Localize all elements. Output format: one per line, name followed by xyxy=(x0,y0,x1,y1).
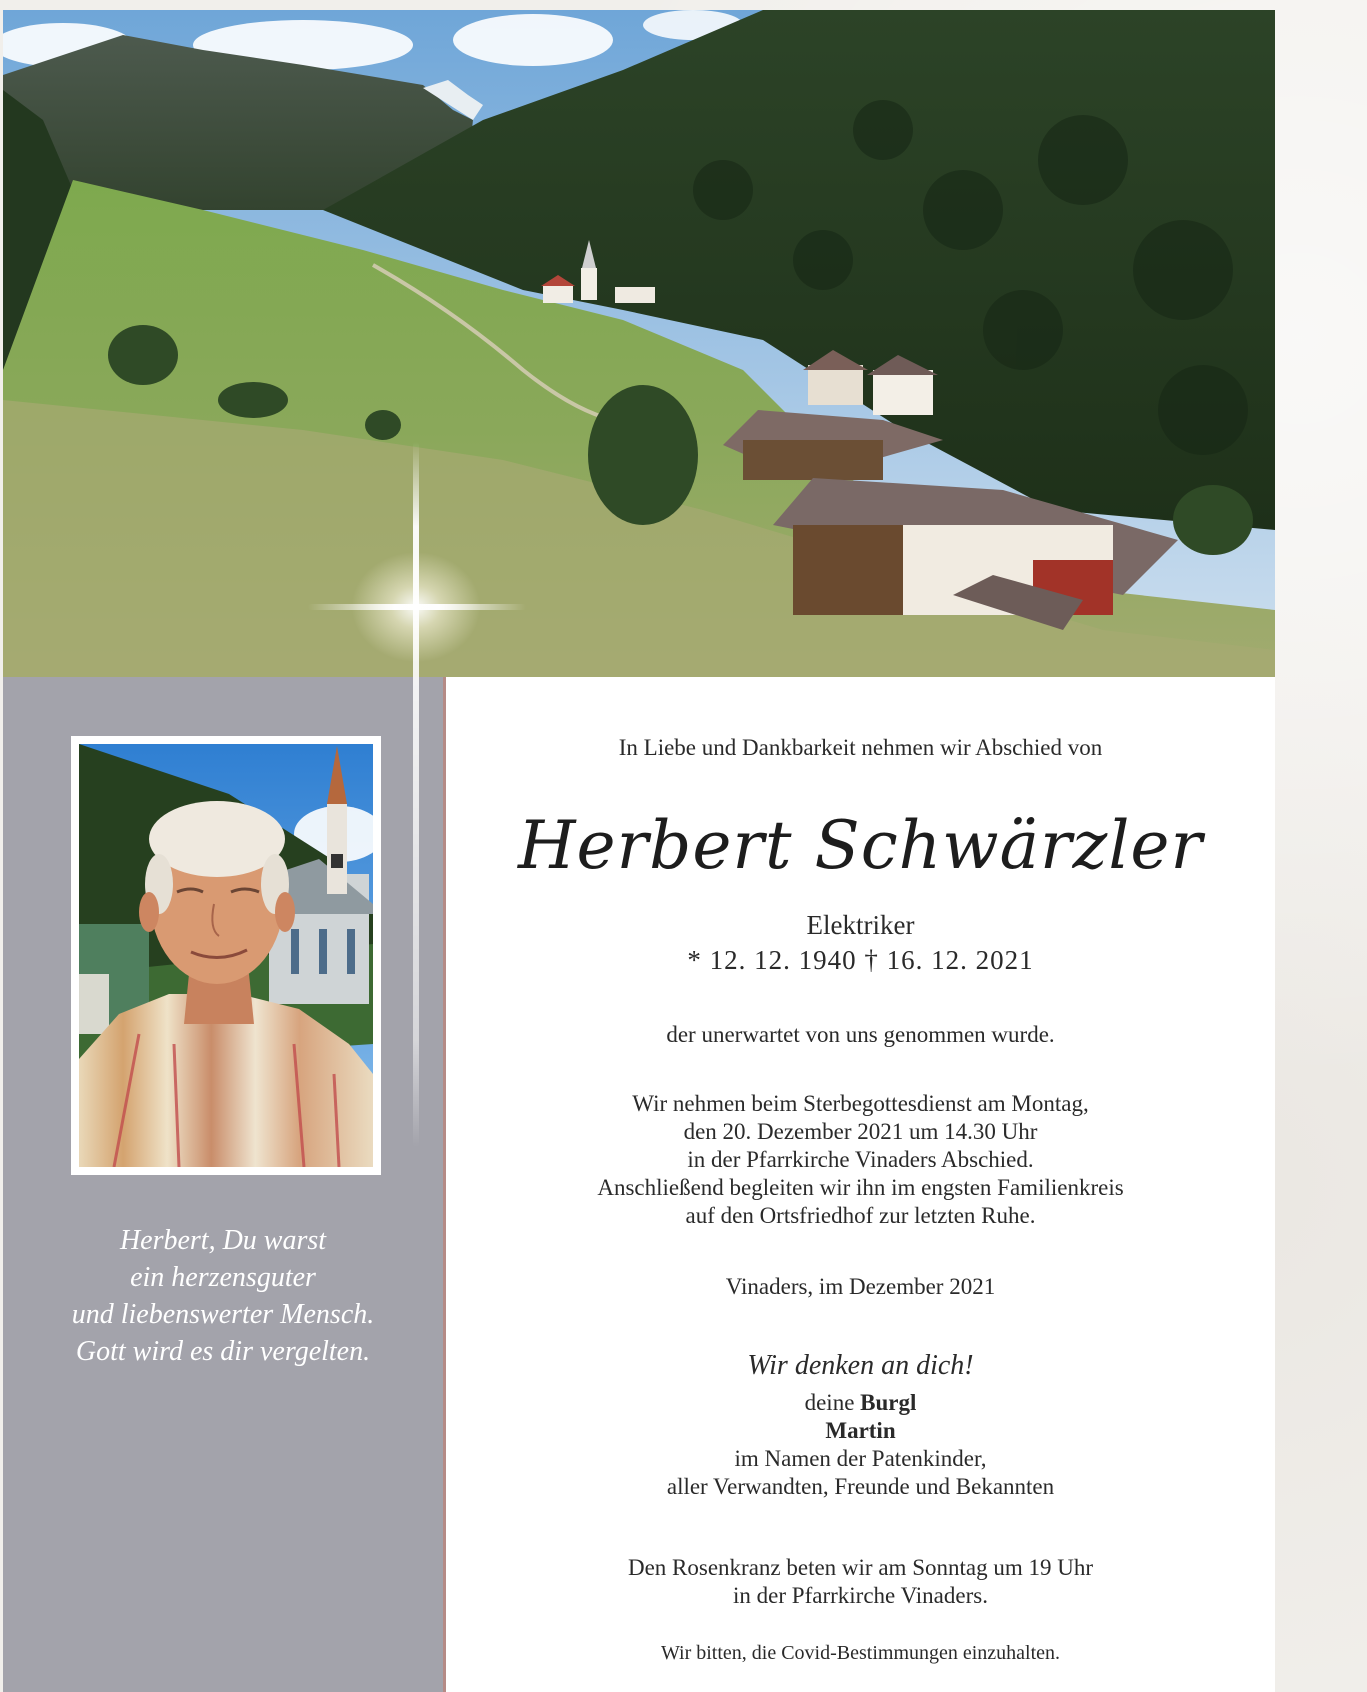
obituary-card xyxy=(3,10,1275,1692)
landscape-photo xyxy=(3,10,1275,677)
service-line: in der Pfarrkirche Vinaders Abschied. xyxy=(687,1147,1034,1172)
deceased-name: Herbert Schwärzler xyxy=(517,807,1204,884)
light-cross-horizontal xyxy=(308,604,526,610)
intro-text: In Liebe und Dankbarkeit nehmen wir Abschied von xyxy=(618,735,1103,760)
service-info xyxy=(446,1090,1275,1230)
portrait-photo-frame xyxy=(71,736,381,1175)
remember-phrase: Wir denken an dich! xyxy=(747,1350,974,1381)
side-quote-line: und liebenswerter Mensch. xyxy=(71,1299,375,1330)
subtitle-text: der unerwartet von uns genommen wurde. xyxy=(666,1022,1055,1047)
rosary-line: Den Rosenkranz beten wir am Sonntag um 19 Uhr xyxy=(627,1555,1093,1580)
side-panel xyxy=(3,677,446,1692)
life-dates: * 12. 12. 1940 † 16. 12. 2021 xyxy=(687,945,1034,975)
service-line: Anschließend begleiten wir ihn im engsten Familienkreis xyxy=(597,1175,1124,1200)
deceased-profession: Elektriker xyxy=(806,910,915,940)
service-line: den 20. Dezember 2021 um 14.30 Uhr xyxy=(683,1119,1038,1144)
family-name-martin: Martin xyxy=(825,1418,896,1443)
family-name-burgl: Burgl xyxy=(860,1390,917,1415)
side-quote-line: ein herzensguter xyxy=(130,1262,316,1293)
side-quote xyxy=(3,1222,443,1370)
place-date: Vinaders, im Dezember 2021 xyxy=(725,1274,996,1299)
obituary-text xyxy=(446,677,1275,1692)
portrait-photo xyxy=(79,744,373,1167)
covid-note: Wir bitten, die Covid-Bestimmungen einzuhalten. xyxy=(660,1642,1061,1664)
light-cross-vertical xyxy=(413,442,419,1147)
rosary-info xyxy=(446,1554,1275,1610)
side-quote-line: Herbert, Du warst xyxy=(119,1225,327,1256)
family-line-4: aller Verwandten, Freunde und Bekannten xyxy=(666,1474,1055,1499)
family-signature xyxy=(446,1389,1275,1501)
family-prefix: deine xyxy=(804,1390,855,1415)
service-line: Wir nehmen beim Sterbegottesdienst am Montag, xyxy=(632,1091,1089,1116)
side-quote-line: Gott wird es dir vergelten. xyxy=(75,1336,371,1367)
service-line: auf den Ortsfriedhof zur letzten Ruhe. xyxy=(685,1203,1036,1228)
family-line-3: im Namen der Patenkinder, xyxy=(734,1446,987,1471)
rosary-line: in der Pfarrkirche Vinaders. xyxy=(733,1583,988,1608)
family-line-1 xyxy=(446,1389,1275,1417)
